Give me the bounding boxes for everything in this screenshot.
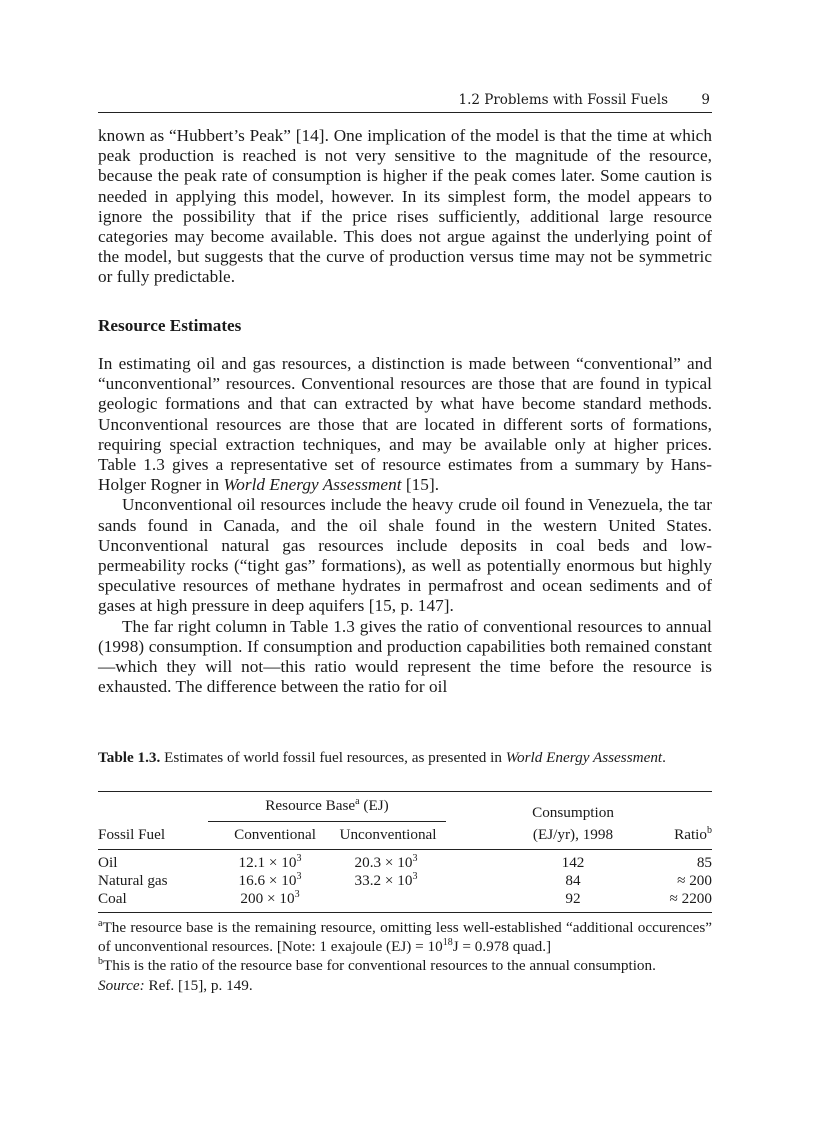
paragraph-hubbert-peak: known as “Hubbert’s Peak” [14]. One implication of the model is that the time at which peak production is reached is not very sensitive to the magnitude of the resource, because the peak rate of consumption is higher if the peak comes later. Some caution is needed in applying this model, however. In its simplest form, the model appears to ignore the possibility that if the price rises sufficiently, additional large resource categories may become available. This does not argue against the underlying point of the model, but suggests that the curve of production versus time may not be symmetric or fully predictable. xyxy=(98,126,712,287)
running-head xyxy=(98,90,712,113)
table-header-rule xyxy=(98,849,712,850)
header-consumption-line2: (EJ/yr), 1998 xyxy=(532,826,614,843)
paragraph-unconventional: Unconventional oil resources include the heavy crude oil found in Venezuela, the tar sands found in Canada, and the oil shale found in the western United States. Unconventional natural gas resources include deposits in coal beds and low-permeability rocks (“tight gas” formations), as well as potentially enormous but highly speculative resources of methane hydrates in permafrost and ocean sediments and of gases at high pressure in deep aquifers [15, p. 147]. xyxy=(98,495,712,616)
table-caption: Table 1.3. Estimates of world fossil fuel resources, as presented in World Energy Assessment. xyxy=(98,749,666,766)
group-header-resource-base: Resource Base$^a$ (EJ) xyxy=(265,796,389,814)
footnote-b: $^b$This is the ratio of the resource base for conventional resources to the annual consumption. xyxy=(98,956,656,975)
table-bottom-rule xyxy=(98,912,712,913)
resource-estimates-text xyxy=(98,354,712,697)
header-unconventional: Unconventional xyxy=(339,826,437,843)
table-label: Table 1.3. xyxy=(98,749,161,766)
header-conventional: Conventional xyxy=(234,826,316,843)
footnote-a: $^a$The resource base is the remaining resource, omitting less well-established “additional occurences” of unconventional resources. [Note: 1 exajoule $(EJ) = 10^{18}J = 0.978$ quad.] xyxy=(98,918,712,956)
paragraph-ratio: The far right column in Table 1.3 gives the ratio of conventional resources to annual (1998) consumption. If consumption and production capabilities both remained constant—which they will not—this ratio would represent the time before the resource is exhausted. The difference between the ratio for oil xyxy=(98,616,712,697)
section-heading: Resource Estimates xyxy=(98,316,242,335)
page-number: 9 xyxy=(701,92,710,108)
header-consumption-line1: Consumption xyxy=(532,804,614,821)
section-title: 1.2 Problems with Fossil Fuels xyxy=(458,92,668,108)
table-source: Source: Ref. [15], p. 149. xyxy=(98,976,253,994)
header-fossil-fuel: Fossil Fuel xyxy=(98,826,166,843)
table-top-rule xyxy=(98,791,712,792)
citation-title: World Energy Assessment xyxy=(223,475,402,495)
table-1-3: Table 1.3. Estimates of world fossil fuel resources, as presented in World Energy Assessment. Resource Base$^a$ (EJ) Fossil Fuel Conventional Unconventional Consumption (EJ/yr), 1998 Ratio$^b$ Oil $12.1 \times 10^3$ $20.3 \times 10^3$ 142 85 Natural gas $16.6 \times 10^3$ $33.2 \times 10^3$ 84 ≈ 200 Coal $200 \times 10^3$ 92 ≈ 2200 $^a$The resource base is the remaining resource, omitting less well-established “additional occurences” of unconventional resources. [Note: 1 exajoule $(EJ) = 10^{18}J = 0.978$ quad.] $^b$This is the ratio of the resource base for conventional resources to the annual consumption. Source: Ref. [15], p. 149. xyxy=(98,749,712,994)
group-header-rule xyxy=(208,821,446,822)
paragraph-conventional: In estimating oil and gas resources, a distinction is made between “conventional” and “unconventional” resources. Conventional resources are those that are found in typical geologic formations and that can extracted by what have become standard methods. Unconventional resources are those that are located in different sorts of formations, requiring special extraction techniques, and may be available only at higher prices. Table 1.3 gives a representative set of resource estimates from a summary by Hans-Holger Rogner in World Energy Assessment [15]. xyxy=(98,354,712,495)
table-notes xyxy=(98,918,712,995)
header-ratio: Ratio$^b$ xyxy=(674,825,712,843)
